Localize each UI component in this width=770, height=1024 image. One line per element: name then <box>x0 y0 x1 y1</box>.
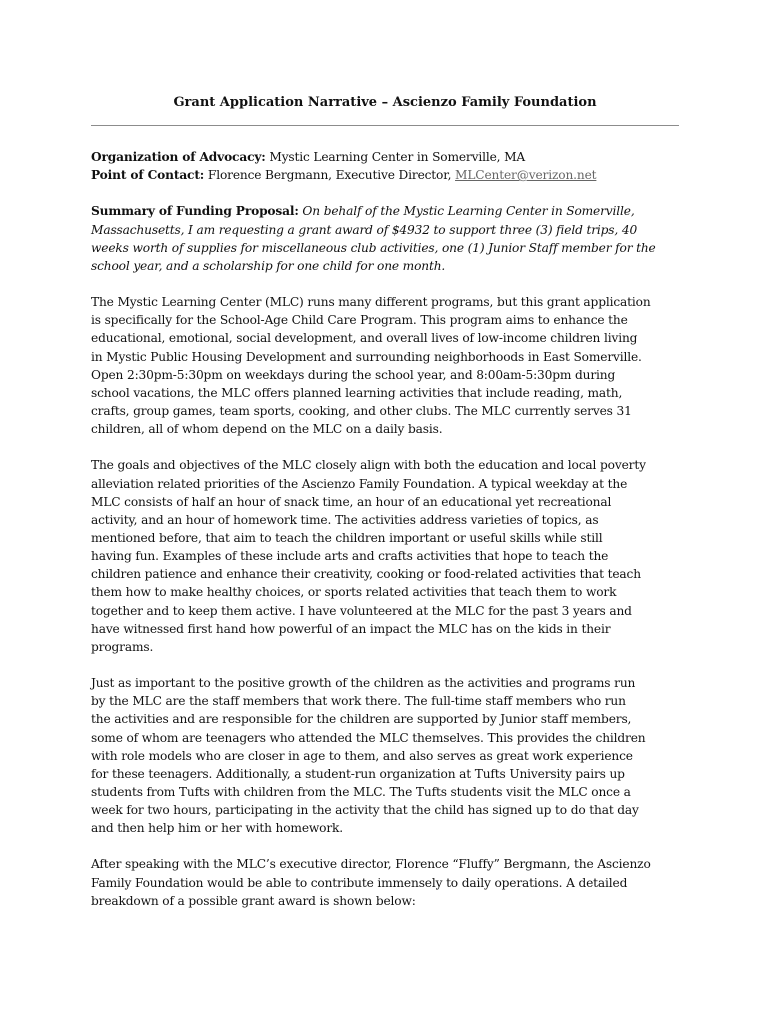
contact-label: Point of Contact: <box>91 168 205 183</box>
summary-line: school year, and a scholarship for one child for one month. <box>91 258 446 273</box>
paragraph-line: breakdown of a possible grant award is shown below: <box>91 893 416 908</box>
paragraph-line: some of whom are teenagers who attended the MLC themselves. This provides the children <box>91 730 646 745</box>
paragraph-line: children patience and enhance their creativity, cooking or food-related activities that teach <box>91 567 641 582</box>
paragraph-line: and then help him or her with homework. <box>91 821 343 836</box>
spacer <box>91 184 686 202</box>
paragraph-line: having fun. Examples of these include arts and crafts activities that hope to teach the <box>91 549 609 564</box>
paragraph-line: together and to keep them active. I have volunteered at the MLC for the past 3 years and <box>91 603 632 618</box>
organization-line <box>91 148 686 166</box>
paragraph-grant-breakdown-intro <box>91 855 686 909</box>
paragraph-program-overview <box>91 293 686 438</box>
paragraph-line: The Mystic Learning Center (MLC) runs many different programs, but this grant application <box>91 295 651 310</box>
document-title: Grant Application Narrative – Ascienzo Family Foundation <box>173 95 597 110</box>
summary-section <box>91 202 686 275</box>
organization-label: Organization of Advocacy: <box>91 150 266 164</box>
paragraph-line: The goals and objectives of the MLC closely align with both the education and local poverty <box>91 458 646 473</box>
paragraph-line: in Mystic Public Housing Development and surrounding neighborhoods in East Somerville. <box>91 349 642 364</box>
paragraph-line: students from Tufts with children from the MLC. The Tufts students visit the MLC once a <box>91 784 631 799</box>
contact-email-link[interactable]: MLCenter@verizon.net <box>455 168 597 183</box>
title-divider <box>91 125 679 126</box>
spacer <box>91 837 686 855</box>
paragraph-line: with role models who are closer in age to them, and also serves as great work experience <box>91 748 633 763</box>
summary-label: Summary of Funding Proposal: <box>91 204 299 219</box>
paragraph-line: programs. <box>91 639 154 654</box>
paragraph-line: activity, and an hour of homework time. The activities address varieties of topics, as <box>91 512 599 527</box>
paragraph-staff <box>91 674 686 837</box>
paragraph-line: for these teenagers. Additionally, a student-run organization at Tufts University pairs up <box>91 766 625 781</box>
paragraph-line: have witnessed first hand how powerful of an impact the MLC has on the kids in their <box>91 621 611 636</box>
paragraph-line: by the MLC are the staff members that work there. The full-time staff members who run <box>91 694 626 709</box>
summary-line: Massachusetts, I am requesting a grant award of $4932 to support three (3) field trips, 40 <box>91 222 638 237</box>
spacer <box>91 438 686 456</box>
paragraph-line: children, all of whom depend on the MLC on a daily basis. <box>91 422 443 437</box>
spacer <box>91 656 686 674</box>
document-body <box>91 148 686 910</box>
paragraph-line: After speaking with the MLC’s executive director, Florence “Fluffy” Bergmann, the Ascienzo <box>91 857 651 872</box>
contact-line <box>91 166 686 184</box>
paragraph-line: MLC consists of half an hour of snack time, an hour of an educational yet recreational <box>91 494 612 509</box>
paragraph-line: week for two hours, participating in the activity that the child has signed up to do that day <box>91 803 639 818</box>
summary-line <box>91 202 686 220</box>
paragraph-line: educational, emotional, social development, and overall lives of low-income children living <box>91 331 638 346</box>
spacer <box>91 275 686 293</box>
paragraph-line: them how to make healthy choices, or sports related activities that teach them to work <box>91 585 617 600</box>
summary-text: On behalf of the Mystic Learning Center in Somerville, <box>298 204 635 219</box>
paragraph-goals-objectives <box>91 456 686 656</box>
summary-line: weeks worth of supplies for miscellaneous club activities, one (1) Junior Staff member for the <box>91 240 656 255</box>
paragraph-line: mentioned before, that aim to teach the children important or useful skills while still <box>91 530 603 545</box>
paragraph-line: alleviation related priorities of the Ascienzo Family Foundation. A typical weekday at the <box>91 476 628 491</box>
paragraph-line: Open 2:30pm-5:30pm on weekdays during the school year, and 8:00am-5:30pm during <box>91 367 616 382</box>
organization-value: Mystic Learning Center in Somerville, MA <box>265 150 526 164</box>
contact-value: Florence Bergmann, Executive Director, <box>204 168 456 183</box>
paragraph-line: Just as important to the positive growth of the children as the activities and programs run <box>91 676 636 691</box>
paragraph-line: crafts, group games, team sports, cooking, and other clubs. The MLC currently serves 31 <box>91 403 632 418</box>
paragraph-line: school vacations, the MLC offers planned learning activities that include reading, math, <box>91 385 623 400</box>
paragraph-line: the activities and are responsible for the children are supported by Junior staff members, <box>91 712 632 727</box>
paragraph-line: is specifically for the School-Age Child Care Program. This program aims to enhance the <box>91 313 628 328</box>
paragraph-line: Family Foundation would be able to contribute immensely to daily operations. A detailed <box>91 875 628 890</box>
